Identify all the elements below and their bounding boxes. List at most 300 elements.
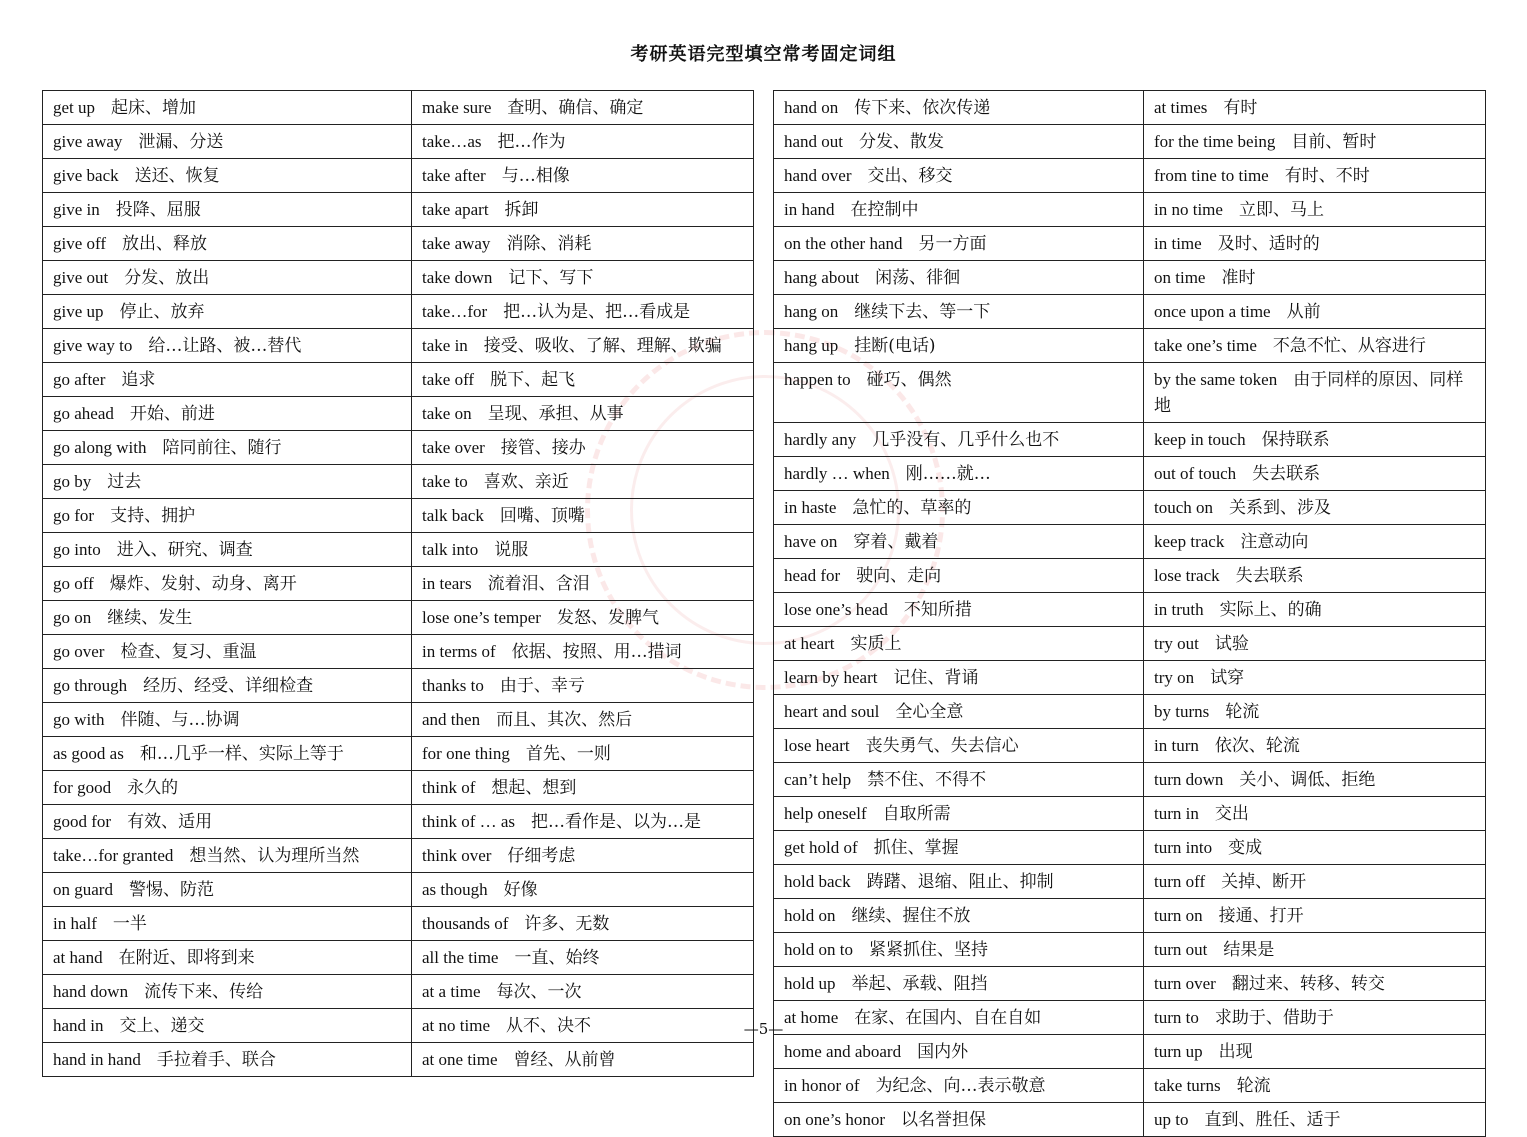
- phrase-english: go off: [53, 574, 94, 593]
- table-row: [43, 193, 753, 227]
- phrase-chinese: 及时、适时的: [1217, 234, 1320, 254]
- phrase-cell: [774, 865, 1144, 898]
- phrase-chinese: 接管、接办: [500, 438, 586, 458]
- phrase-english: as though: [422, 880, 488, 899]
- phrase-chinese: 好像: [503, 880, 538, 900]
- phrase-english: hold back: [784, 872, 851, 891]
- phrase-cell: [1144, 125, 1485, 158]
- phrase-english: lose heart: [784, 736, 850, 755]
- phrase-chinese: 翻过来、转移、转交: [1231, 974, 1385, 994]
- phrase-english: keep in touch: [1154, 430, 1246, 449]
- phrase-chinese: 以名誉担保: [901, 1110, 987, 1130]
- phrase-chinese: 把…作为: [497, 132, 566, 152]
- phrase-cell: [43, 499, 412, 532]
- phrase-cell: [1144, 491, 1485, 524]
- phrase-cell: [412, 839, 753, 872]
- phrase-english: take…for: [422, 302, 488, 321]
- phrase-cell: [1144, 1069, 1485, 1102]
- phrase-chinese: 一半: [112, 914, 147, 934]
- phrase-english: give away: [53, 132, 123, 151]
- phrase-chinese: 泄漏、分送: [138, 132, 224, 152]
- phrase-english: on guard: [53, 880, 113, 899]
- phrase-chinese: 在附近、即将到来: [118, 948, 255, 968]
- phrase-chinese: 流传下来、传给: [144, 982, 264, 1002]
- phrase-english: go by: [53, 472, 92, 491]
- phrase-chinese: 检查、复习、重温: [120, 642, 257, 662]
- table-row: [43, 295, 753, 329]
- table-row: [43, 975, 753, 1009]
- phrase-cell: [1144, 423, 1485, 456]
- phrase-chinese: 记住、背诵: [893, 668, 979, 688]
- phrase-english: in tears: [422, 574, 472, 593]
- phrase-english: take to: [422, 472, 468, 491]
- table-row: [43, 941, 753, 975]
- phrase-chinese: 伴随、与…协调: [120, 710, 240, 730]
- phrase-chinese: 经历、经受、详细检查: [143, 676, 314, 696]
- phrase-english: turn out: [1154, 940, 1208, 959]
- phrase-cell: [43, 839, 412, 872]
- phrase-chinese: 轮流: [1225, 702, 1260, 722]
- phrase-chinese: 接受、吸收、了解、理解、欺骗: [483, 336, 722, 356]
- phrase-cell: [43, 363, 412, 396]
- phrase-chinese: 仔细考虑: [507, 846, 576, 866]
- phrase-english: go after: [53, 370, 106, 389]
- phrase-cell: [774, 593, 1144, 626]
- phrase-english: talk into: [422, 540, 479, 559]
- phrase-chinese: 发怒、发脾气: [556, 608, 659, 628]
- phrase-cell: [412, 975, 753, 1008]
- phrase-english: take after: [422, 166, 486, 185]
- phrase-chinese: 关掉、断开: [1221, 872, 1307, 892]
- phrase-english: touch on: [1154, 498, 1214, 517]
- phrase-english: give in: [53, 200, 100, 219]
- phrase-cell: [774, 933, 1144, 966]
- phrase-english: make sure: [422, 98, 492, 117]
- table-row: [774, 559, 1485, 593]
- phrase-english: try on: [1154, 668, 1195, 687]
- phrase-english: take turns: [1154, 1076, 1221, 1095]
- phrase-chinese: 回嘴、顶嘴: [499, 506, 585, 526]
- phrase-cell: [774, 559, 1144, 592]
- phrase-cell: [1144, 525, 1485, 558]
- phrase-english: take one’s time: [1154, 336, 1257, 355]
- phrase-chinese: 紧紧抓住、坚持: [868, 940, 988, 960]
- phrase-chinese: 记下、写下: [508, 268, 594, 288]
- phrase-english: in half: [53, 914, 97, 933]
- phrase-cell: [774, 1035, 1144, 1068]
- page-title: 考研英语完型填空常考固定词组: [630, 44, 897, 65]
- phrase-english: give back: [53, 166, 119, 185]
- phrase-chinese: 接通、打开: [1218, 906, 1304, 926]
- phrase-cell: [43, 635, 412, 668]
- phrase-english: give out: [53, 268, 109, 287]
- phrase-cell: [43, 397, 412, 430]
- phrase-chinese: 分发、散发: [859, 132, 945, 152]
- table-row: [43, 839, 753, 873]
- phrase-english: hand on: [784, 98, 839, 117]
- phrase-cell: [412, 91, 753, 124]
- phrase-chinese: 有时: [1223, 98, 1258, 118]
- table-row: [774, 695, 1485, 729]
- phrase-english: heart and soul: [784, 702, 880, 721]
- phrase-english: take down: [422, 268, 493, 287]
- phrase-chinese: 分发、放出: [124, 268, 210, 288]
- table-row: [774, 491, 1485, 525]
- phrase-english: have on: [784, 532, 838, 551]
- table-row: [774, 865, 1485, 899]
- phrase-english: hand out: [784, 132, 844, 151]
- phrase-cell: [43, 737, 412, 770]
- phrase-cell: [1144, 763, 1485, 796]
- phrase-chinese: 与…相像: [501, 166, 570, 186]
- phrase-english: head for: [784, 566, 841, 585]
- phrase-cell: [1144, 797, 1485, 830]
- phrase-chinese: 手拉着手、联合: [156, 1050, 276, 1070]
- table-row: [774, 159, 1485, 193]
- phrase-cell: [774, 329, 1144, 362]
- table-row: [43, 465, 753, 499]
- phrase-cell: [43, 227, 412, 260]
- phrase-cell: [412, 295, 753, 328]
- phrase-english: take over: [422, 438, 485, 457]
- phrase-chinese: 传下来、依次传递: [854, 98, 991, 118]
- table-row: [774, 1103, 1485, 1136]
- phrase-english: for the time being: [1154, 132, 1276, 151]
- phrase-english: on time: [1154, 268, 1206, 287]
- phrase-cell: [43, 601, 412, 634]
- phrase-cell: [774, 627, 1144, 660]
- phrase-chinese: 流着泪、含泪: [487, 574, 590, 594]
- phrase-cell: [412, 193, 753, 226]
- phrase-cell: [1144, 159, 1485, 192]
- phrase-cell: [43, 159, 412, 192]
- phrase-cell: [43, 261, 412, 294]
- phrase-english: in honor of: [784, 1076, 860, 1095]
- phrase-english: go ahead: [53, 404, 114, 423]
- phrase-english: happen to: [784, 370, 851, 389]
- phrase-english: by the same token: [1154, 370, 1278, 389]
- phrase-chinese: 立即、马上: [1238, 200, 1324, 220]
- phrase-english: in hand: [784, 200, 835, 219]
- phrase-chinese: 出现: [1218, 1042, 1253, 1062]
- table-row: [43, 567, 753, 601]
- phrase-english: go on: [53, 608, 92, 627]
- phrase-english: turn into: [1154, 838, 1213, 857]
- phrase-english: on the other hand: [784, 234, 903, 253]
- phrase-cell: [412, 941, 753, 974]
- phrase-cell: [1144, 559, 1485, 592]
- phrase-cell: [43, 873, 412, 906]
- table-row: [43, 737, 753, 771]
- phrase-english: think of … as: [422, 812, 516, 831]
- phrase-chinese: 送还、恢复: [134, 166, 220, 186]
- phrase-english: take…for granted: [53, 846, 174, 865]
- phrase-cell: [774, 295, 1144, 328]
- phrase-chinese: 警惕、防范: [128, 880, 214, 900]
- phrase-chinese: 不急不忙、从容进行: [1272, 336, 1426, 356]
- phrase-cell: [774, 831, 1144, 864]
- phrase-english: in time: [1154, 234, 1202, 253]
- table-row: [774, 831, 1485, 865]
- phrase-cell: [774, 423, 1144, 456]
- table-row: [774, 363, 1485, 423]
- phrase-cell: [1144, 193, 1485, 226]
- phrase-english: home and aboard: [784, 1042, 902, 1061]
- phrase-english: in no time: [1154, 200, 1223, 219]
- phrase-cell: [1144, 627, 1485, 660]
- table-row: [43, 159, 753, 193]
- phrase-chinese: 交上、递交: [119, 1016, 205, 1036]
- phrase-chinese: 开始、前进: [129, 404, 215, 424]
- phrase-chinese: 起床、增加: [111, 98, 197, 118]
- phrase-english: turn down: [1154, 770, 1224, 789]
- table-row: [774, 457, 1485, 491]
- phrase-chinese: 实际上、的确: [1219, 600, 1322, 620]
- phrase-english: lose one’s temper: [422, 608, 541, 627]
- phrase-english: give up: [53, 302, 104, 321]
- phrase-chinese: 实质上: [850, 634, 902, 654]
- phrase-chinese: 失去联系: [1235, 566, 1304, 586]
- table-row: [774, 193, 1485, 227]
- phrase-chinese: 追求: [121, 370, 156, 390]
- phrase-english: take…as: [422, 132, 482, 151]
- phrase-chinese: 继续、发生: [107, 608, 193, 628]
- phrase-english: give way to: [53, 336, 133, 355]
- phrase-chinese: 变成: [1228, 838, 1263, 858]
- phrase-cell: [1144, 227, 1485, 260]
- table-row: [774, 967, 1485, 1001]
- phrase-chinese: 依据、按照、用…措词: [511, 642, 682, 662]
- phrase-chinese: 直到、胜任、适于: [1204, 1110, 1341, 1130]
- table-row: [43, 397, 753, 431]
- phrase-chinese: 过去: [107, 472, 142, 492]
- phrase-english: can’t help: [784, 770, 852, 789]
- phrase-english: lose one’s head: [784, 600, 888, 619]
- phrase-cell: [412, 499, 753, 532]
- phrase-english: at home: [784, 1008, 839, 1027]
- phrase-chinese: 准时: [1221, 268, 1256, 288]
- phrase-chinese: 呈现、承担、从事: [487, 404, 624, 424]
- phrase-english: talk back: [422, 506, 484, 525]
- table-row: [43, 91, 753, 125]
- phrase-chinese: 放出、释放: [122, 234, 208, 254]
- phrase-cell: [43, 125, 412, 158]
- table-row: [774, 295, 1485, 329]
- phrase-english: keep track: [1154, 532, 1225, 551]
- phrase-english: take off: [422, 370, 475, 389]
- phrase-chinese: 停止、放弃: [119, 302, 205, 322]
- phrase-cell: [1144, 261, 1485, 294]
- table-row: [774, 593, 1485, 627]
- table-row: [774, 261, 1485, 295]
- phrase-cell: [1144, 899, 1485, 932]
- phrase-english: for good: [53, 778, 112, 797]
- phrase-cell: [1144, 1035, 1485, 1068]
- phrase-cell: [774, 525, 1144, 558]
- phrase-english: by turns: [1154, 702, 1210, 721]
- phrase-cell: [774, 1103, 1144, 1136]
- phrase-chinese: 在家、在国内、自在自如: [854, 1008, 1042, 1028]
- table-row: [43, 805, 753, 839]
- table-row: [43, 431, 753, 465]
- phrase-english: go along with: [53, 438, 147, 457]
- phrase-chinese: 为纪念、向…表示敬意: [875, 1076, 1046, 1096]
- table-row: [43, 227, 753, 261]
- phrase-chinese: 碰巧、偶然: [866, 370, 952, 390]
- phrase-chinese: 永久的: [127, 778, 179, 798]
- phrase-english: at one time: [422, 1050, 498, 1069]
- phrase-cell: [774, 193, 1144, 226]
- phrase-cell: [1144, 729, 1485, 762]
- phrase-cell: [1144, 967, 1485, 1000]
- phrase-chinese: 刚……就…: [905, 464, 991, 484]
- phrase-cell: [412, 125, 753, 158]
- phrase-english: in turn: [1154, 736, 1199, 755]
- phrase-english: help oneself: [784, 804, 867, 823]
- phrase-chinese: 穿着、戴着: [853, 532, 939, 552]
- phrase-cell: [43, 703, 412, 736]
- phrase-cell: [1144, 457, 1485, 490]
- table-row: [43, 635, 753, 669]
- phrase-cell: [1144, 695, 1485, 728]
- phrase-cell: [43, 567, 412, 600]
- phrase-chinese: 爆炸、发射、动身、离开: [109, 574, 297, 594]
- table-row: [43, 873, 753, 907]
- phrase-english: thousands of: [422, 914, 509, 933]
- phrase-chinese: 有时、不时: [1284, 166, 1370, 186]
- phrase-chinese: 想当然、认为理所当然: [189, 846, 360, 866]
- phrase-cell: [43, 907, 412, 940]
- phrase-chinese: 不知所措: [903, 600, 972, 620]
- phrase-english: go into: [53, 540, 101, 559]
- phrase-cell: [43, 193, 412, 226]
- phrase-english: out of touch: [1154, 464, 1237, 483]
- phrase-chinese: 丧失勇气、失去信心: [865, 736, 1019, 756]
- phrase-cell: [43, 1043, 412, 1076]
- phrase-cell: [774, 261, 1144, 294]
- phrase-english: good for: [53, 812, 112, 831]
- phrase-english: turn off: [1154, 872, 1206, 891]
- phrase-chinese: 投降、屈服: [115, 200, 201, 220]
- phrase-english: get up: [53, 98, 96, 117]
- phrase-cell: [43, 805, 412, 838]
- phrase-chinese: 自取所需: [882, 804, 951, 824]
- page-number: —5—: [743, 1020, 784, 1038]
- phrase-chinese: 抓住、掌握: [873, 838, 959, 858]
- phrase-cell: [412, 873, 753, 906]
- table-row: [774, 763, 1485, 797]
- phrase-cell: [43, 91, 412, 124]
- phrase-cell: [1144, 295, 1485, 328]
- phrase-chinese: 拆卸: [504, 200, 539, 220]
- phrase-english: at heart: [784, 634, 835, 653]
- phrase-english: hang on: [784, 302, 839, 321]
- phrase-english: try out: [1154, 634, 1199, 653]
- phrase-english: hardly … when: [784, 464, 890, 483]
- phrase-chinese: 陪同前往、随行: [162, 438, 282, 458]
- phrase-english: turn up: [1154, 1042, 1203, 1061]
- phrase-chinese: 把…看作是、以为…是: [531, 812, 702, 832]
- table-row: [774, 525, 1485, 559]
- phrase-cell: [43, 329, 412, 362]
- phrase-english: hang about: [784, 268, 860, 287]
- phrase-chinese: 注意动向: [1240, 532, 1309, 552]
- phrase-chinese: 轮流: [1236, 1076, 1271, 1096]
- phrase-chinese: 失去联系: [1252, 464, 1321, 484]
- phrase-chinese: 禁不住、不得不: [867, 770, 987, 790]
- phrase-chinese: 挂断(电话): [854, 336, 936, 356]
- phrase-cell: [43, 771, 412, 804]
- phrase-english: go for: [53, 506, 95, 525]
- table-row: [774, 91, 1485, 125]
- phrase-chinese: 和…几乎一样、实际上等于: [139, 744, 344, 764]
- phrase-chinese: 全心全意: [895, 702, 964, 722]
- phrase-english: on one’s honor: [784, 1110, 886, 1129]
- table-row: [43, 601, 753, 635]
- phrase-cell: [412, 533, 753, 566]
- phrase-chinese: 支持、拥护: [110, 506, 196, 526]
- phrase-cell: [774, 763, 1144, 796]
- table-row: [43, 533, 753, 567]
- phrase-chinese: 脱下、起飞: [490, 370, 576, 390]
- phrase-english: at hand: [53, 948, 103, 967]
- phrase-english: up to: [1154, 1110, 1189, 1129]
- phrase-english: all the time: [422, 948, 499, 967]
- left-phrase-table: [42, 90, 754, 1077]
- phrase-cell: [412, 907, 753, 940]
- table-row: [774, 729, 1485, 763]
- phrase-english: as good as: [53, 744, 124, 763]
- phrase-cell: [412, 669, 753, 702]
- phrase-english: hand in hand: [53, 1050, 141, 1069]
- table-row: [43, 499, 753, 533]
- phrase-cell: [1144, 1103, 1485, 1136]
- phrase-english: once upon a time: [1154, 302, 1271, 321]
- phrase-english: give off: [53, 234, 107, 253]
- phrase-chinese: 进入、研究、调查: [116, 540, 253, 560]
- phrase-cell: [774, 227, 1144, 260]
- phrase-english: thanks to: [422, 676, 484, 695]
- phrase-cell: [1144, 661, 1485, 694]
- phrase-english: and then: [422, 710, 481, 729]
- phrase-english: for one thing: [422, 744, 510, 763]
- phrase-cell: [412, 601, 753, 634]
- phrase-chinese: 一直、始终: [514, 948, 600, 968]
- phrase-chinese: 从前: [1286, 302, 1321, 322]
- phrase-chinese: 喜欢、亲近: [483, 472, 569, 492]
- phrase-cell: [1144, 933, 1485, 966]
- phrase-cell: [412, 737, 753, 770]
- phrase-cell: [412, 363, 753, 396]
- table-row: [774, 329, 1485, 363]
- phrase-chinese: 继续下去、等一下: [854, 302, 991, 322]
- phrase-chinese: 另一方面: [918, 234, 987, 254]
- table-row: [774, 125, 1485, 159]
- phrase-cell: [412, 771, 753, 804]
- table-row: [43, 125, 753, 159]
- phrase-cell: [412, 227, 753, 260]
- phrase-chinese: 关系到、涉及: [1229, 498, 1332, 518]
- phrase-english: hand over: [784, 166, 852, 185]
- phrase-cell: [412, 805, 753, 838]
- phrase-english: from tine to time: [1154, 166, 1269, 185]
- phrase-english: turn over: [1154, 974, 1216, 993]
- phrase-cell: [412, 159, 753, 192]
- phrase-cell: [1144, 91, 1485, 124]
- table-row: [774, 1035, 1485, 1069]
- phrase-chinese: 查明、确信、确定: [507, 98, 644, 118]
- phrase-chinese: 国内外: [917, 1042, 969, 1062]
